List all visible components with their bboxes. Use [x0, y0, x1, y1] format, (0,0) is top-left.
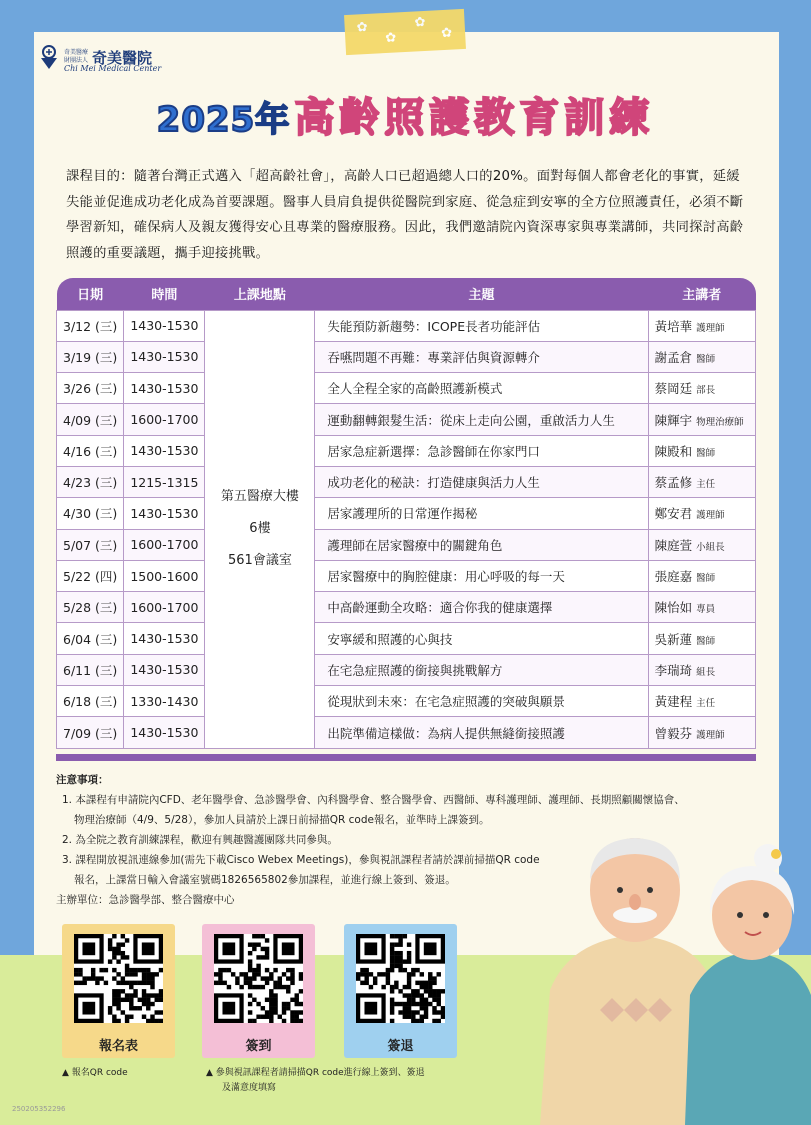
speaker-role: 護理師 [696, 322, 725, 334]
notes-heading: 注意事項： [56, 774, 109, 786]
tape-decoration: ✿ ✿ ✿ ✿ [344, 9, 466, 55]
speaker-name: 吳新蓮 [654, 631, 693, 647]
cell-time: 1430-1530 [124, 373, 205, 404]
schedule-table [56, 278, 756, 749]
speaker-role: 組長 [696, 666, 716, 678]
cell-time: 1430-1530 [124, 435, 205, 466]
location-line: 第五醫療大樓 [220, 489, 299, 505]
cell-date: 6/18 (三) [57, 686, 124, 717]
location-line: 561會議室 [228, 553, 292, 569]
note-item-2: 2. 為全院之教育訓練課程，歡迎有興趣醫護團隊共同參與。 [62, 834, 338, 846]
qr-label: 簽到 [245, 1039, 272, 1054]
speaker-role: 醫師 [696, 635, 716, 647]
page-title [0, 86, 811, 143]
speaker-name: 陳怡如 [654, 600, 693, 616]
table-row [57, 592, 756, 623]
cell-time: 1600-1700 [124, 592, 205, 623]
speaker-name: 蔡岡廷 [654, 381, 693, 397]
speaker-role: 小組長 [696, 541, 725, 553]
note-item-3a: 3. 課程開放視訊連線參加(需先下載Cisco Webex Meetings)，參與視訊課程者請於課前掃描QR code [62, 854, 540, 866]
cell-topic: 失能預防新趨勢：ICOPE長者功能評估 [315, 310, 648, 341]
document-code: 250205352296 [12, 1105, 66, 1113]
cell-speaker [648, 373, 755, 404]
cell-date: 3/12 (三) [57, 310, 124, 341]
speaker-name: 鄭安君 [654, 506, 693, 522]
cell-speaker [648, 623, 755, 654]
org-subtitle-1: 奇美醫療 [64, 49, 89, 56]
table-row [57, 654, 756, 685]
caption-checkin: ▲ 參與視訊課程者請掃描QR code進行線上簽到、簽退 [206, 1068, 425, 1078]
cell-date: 4/23 (三) [57, 466, 124, 497]
speaker-name: 陳庭萱 [654, 537, 693, 553]
table-row [57, 623, 756, 654]
organizer: 主辦單位：急診醫學部、整合醫療中心 [56, 894, 235, 906]
cell-speaker [648, 404, 755, 435]
table-footer-bar [56, 754, 756, 761]
cell-time: 1430-1530 [124, 623, 205, 654]
table-row [57, 498, 756, 529]
header-topic: 主題 [315, 278, 648, 310]
cell-speaker [648, 310, 755, 341]
table-row [57, 717, 756, 748]
speaker-role: 醫師 [696, 353, 716, 365]
elderly-couple-illustration [540, 820, 811, 1125]
table-row [57, 341, 756, 372]
qr-card [344, 924, 457, 1058]
cell-speaker [648, 717, 755, 748]
cell-speaker [648, 592, 755, 623]
location-line: 6樓 [249, 521, 271, 537]
cell-topic: 護理師在居家醫療中的關鍵角色 [315, 529, 648, 560]
speaker-name: 張庭嘉 [654, 569, 693, 585]
cell-topic: 吞嚥問題不再難：專業評估與資源轉介 [315, 341, 648, 372]
title-year: 2025年 [156, 100, 291, 140]
speaker-name: 黃建程 [654, 694, 693, 710]
speaker-role: 物理治療師 [696, 416, 744, 428]
cell-time: 1600-1700 [124, 404, 205, 435]
cell-time: 1330-1430 [124, 686, 205, 717]
cell-location [205, 310, 315, 748]
speaker-name: 陳殿和 [654, 443, 693, 459]
table-header-row [57, 278, 756, 310]
cell-date: 5/22 (四) [57, 560, 124, 591]
cell-date: 3/19 (三) [57, 341, 124, 372]
cell-time: 1430-1530 [124, 717, 205, 748]
cell-time: 1430-1530 [124, 310, 205, 341]
speaker-name: 李瑞琦 [654, 662, 693, 678]
caption-registration: ▲ 報名QR code [62, 1068, 128, 1078]
cell-date: 3/26 (三) [57, 373, 124, 404]
header-speaker: 主講者 [648, 278, 755, 310]
speaker-role: 護理師 [696, 729, 725, 741]
cell-time: 1430-1530 [124, 654, 205, 685]
speaker-name: 曾毅芬 [654, 725, 693, 741]
cell-speaker [648, 686, 755, 717]
cell-date: 5/07 (三) [57, 529, 124, 560]
course-intro: 課程目的：隨著台灣正式邁入「超高齡社會」，高齡人口已超過總人口的20%。面對每個人都會老化的事實，延緩失能並促進成功老化成為首要課題。醫事人員肩負提供從醫院到家庭、從急症到安寧的全方位照護責任，必須不斷學習新知，確保病人及親友獲得安心且專業的醫療服務。因此，我們邀請院內資深專家與專業講師，共同探討高齡照護的重要議題，攜手迎接挑戰。 [66, 169, 744, 261]
qr-label: 報名表 [98, 1039, 138, 1054]
cell-topic: 從現狀到未來：在宅急症照護的突破與願景 [315, 686, 648, 717]
cell-time: 1500-1600 [124, 560, 205, 591]
header-time: 時間 [124, 278, 205, 310]
speaker-name: 謝孟倉 [654, 349, 693, 365]
cell-time: 1430-1530 [124, 498, 205, 529]
cell-topic: 居家護理所的日常運作揭秘 [315, 498, 648, 529]
speaker-role: 護理師 [696, 510, 725, 522]
cell-speaker [648, 466, 755, 497]
header-date: 日期 [57, 278, 124, 310]
note-item-1a: 1. 本課程有申請院內CFD、老年醫學會、急診醫學會、內科醫學會、整合醫學會、西醫師、專科護理師、護理師、長期照顧關懷協會、 [62, 794, 685, 806]
table-row [57, 560, 756, 591]
caption-checkin-2: 及滿意度填寫 [222, 1083, 277, 1093]
cell-date: 4/16 (三) [57, 435, 124, 466]
speaker-role: 醫師 [696, 573, 716, 585]
org-name: 奇美醫院 [92, 48, 153, 67]
cell-date: 5/28 (三) [57, 592, 124, 623]
speaker-role: 主任 [696, 698, 716, 710]
cell-time: 1600-1700 [124, 529, 205, 560]
cell-speaker [648, 560, 755, 591]
qr-code-icon[interactable] [356, 934, 445, 1023]
header-location: 上課地點 [205, 278, 315, 310]
cell-topic: 成功老化的秘訣：打造健康與活力人生 [315, 466, 648, 497]
cell-time: 1215-1315 [124, 466, 205, 497]
cell-date: 6/04 (三) [57, 623, 124, 654]
note-item-3b: 報名，上課當日輸入會議室號碼1826565802參加課程，並進行線上簽到、簽退。 [74, 874, 456, 886]
cell-topic: 全人全程全家的高齡照護新模式 [315, 373, 648, 404]
cell-topic: 出院準備這樣做：為病人提供無縫銜接照護 [315, 717, 648, 748]
cell-date: 4/09 (三) [57, 404, 124, 435]
cell-date: 7/09 (三) [57, 717, 124, 748]
title-main: 高齡照護教育訓練 [294, 95, 655, 141]
cell-topic: 居家急症新選擇：急診醫師在你家門口 [315, 435, 648, 466]
table-row [57, 529, 756, 560]
qr-card [202, 924, 315, 1058]
cell-speaker [648, 498, 755, 529]
cell-topic: 運動翻轉銀髮生活：從床上走向公園，重啟活力人生 [315, 404, 648, 435]
cell-topic: 在宅急症照護的銜接與挑戰解方 [315, 654, 648, 685]
speaker-role: 部長 [696, 385, 716, 397]
qr-code-icon[interactable] [74, 934, 163, 1023]
speaker-name: 陳輝宇 [654, 412, 693, 428]
cell-topic: 居家醫療中的胸腔健康：用心呼吸的每一天 [315, 560, 648, 591]
cell-date: 6/11 (三) [57, 654, 124, 685]
cell-date: 4/30 (三) [57, 498, 124, 529]
qr-card [62, 924, 175, 1058]
table-row [57, 686, 756, 717]
qr-code-icon[interactable] [214, 934, 303, 1023]
cell-speaker [648, 341, 755, 372]
cell-topic: 安寧緩和照護的心與技 [315, 623, 648, 654]
org-subtitle-2: 財團法人 [64, 57, 89, 64]
org-name-english: Chi Mei Medical Center [64, 64, 162, 73]
table-row [57, 435, 756, 466]
qr-label: 簽退 [387, 1039, 414, 1054]
note-item-1b: 物理治療師（4/9、5/28），參加人員請於上課日前掃描QR code報名，並準時上課簽到。 [74, 814, 490, 826]
speaker-name: 黃培華 [654, 318, 693, 334]
cell-time: 1430-1530 [124, 341, 205, 372]
speaker-name: 蔡孟修 [654, 475, 693, 491]
cell-speaker [648, 654, 755, 685]
cell-topic: 中高齡運動全攻略：適合你我的健康選擇 [315, 592, 648, 623]
speaker-role: 醫師 [696, 447, 716, 459]
table-row [57, 373, 756, 404]
table-row [57, 404, 756, 435]
table-row [57, 310, 756, 341]
hospital-emblem-icon [38, 44, 60, 70]
speaker-role: 專員 [696, 604, 716, 616]
speaker-role: 主任 [696, 479, 716, 491]
cell-speaker [648, 529, 755, 560]
table-row [57, 466, 756, 497]
cell-speaker [648, 435, 755, 466]
